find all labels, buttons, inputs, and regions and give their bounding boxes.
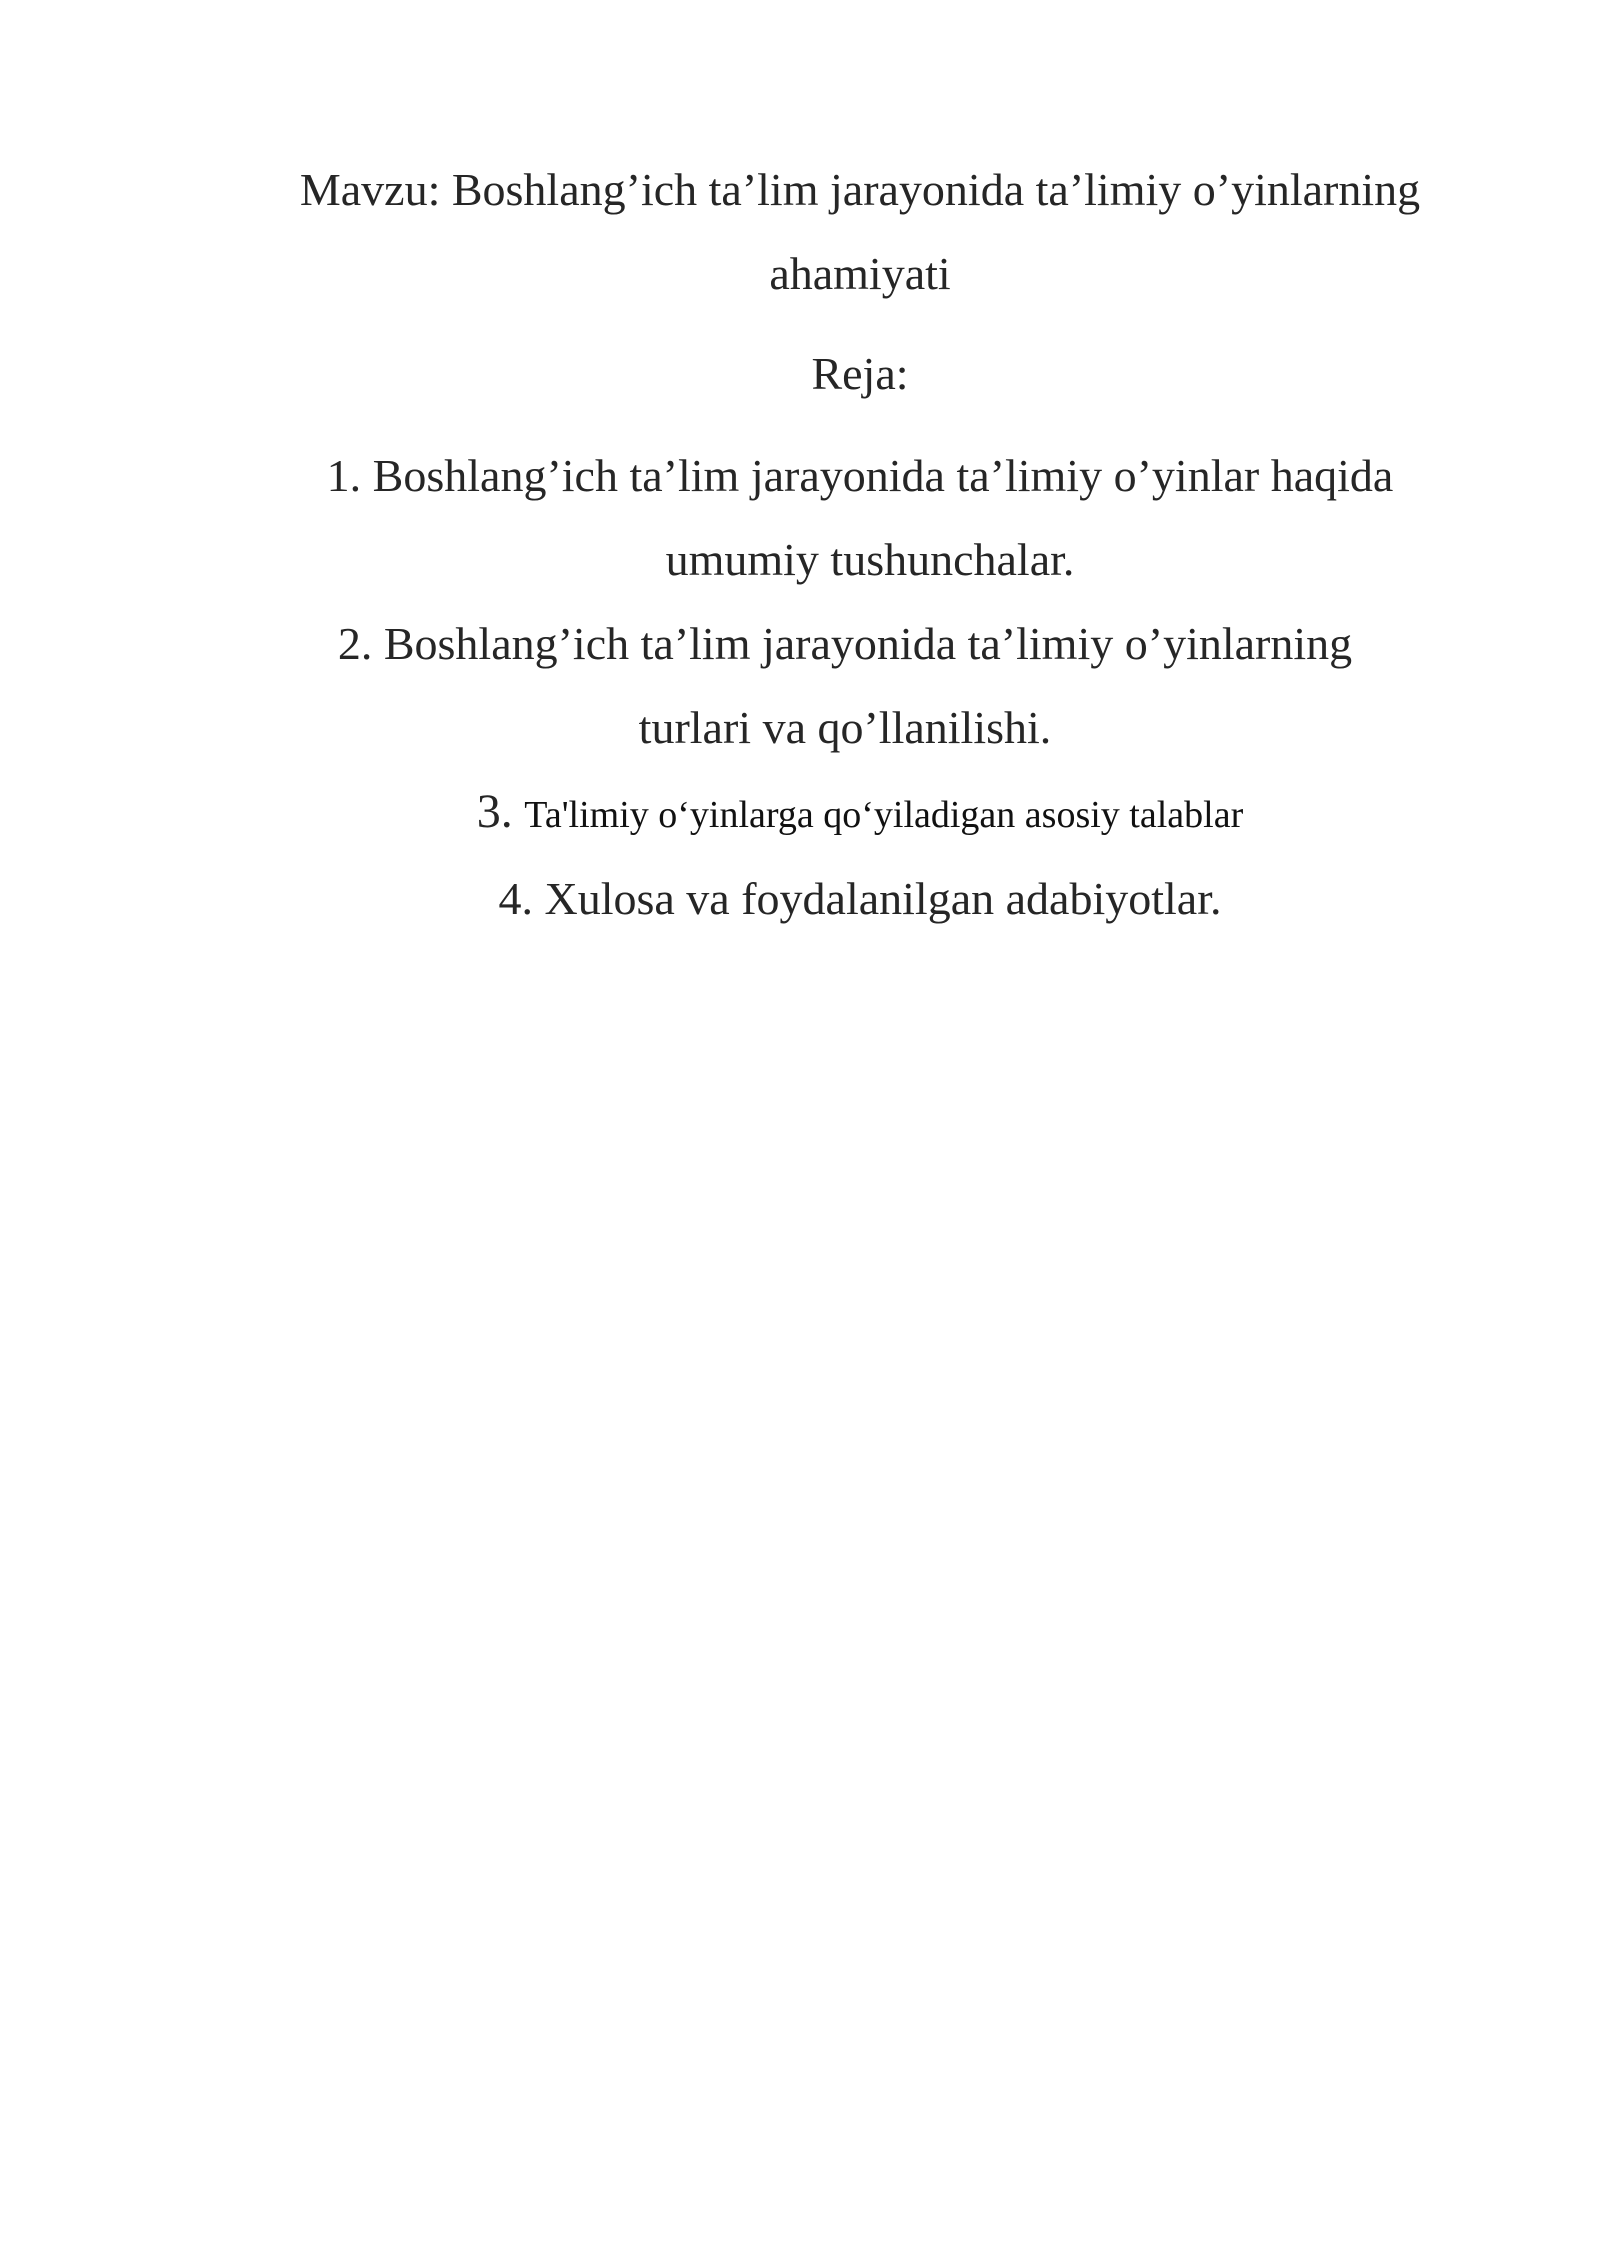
plan-item-text-continued: turlari va qo’llanilishi.: [638, 702, 1052, 753]
plan-item-text: Ta'limiy o‘yinlarga qo‘yiladigan asosiy talablar: [524, 794, 1244, 836]
topic-title-line2: ahamiyati: [769, 248, 951, 299]
plan-item-text: Xulosa va foydalanilgan adabiyotlar.: [544, 873, 1222, 924]
topic-title: [250, 148, 1470, 316]
plan-list: [250, 434, 1470, 941]
plan-item-number: 4.: [498, 873, 533, 924]
plan-item-2: [250, 602, 1470, 770]
topic-title-line1: Mavzu: Boshlang’ich ta’lim jarayonida ta’limiy o’yinlarning: [299, 164, 1421, 215]
plan-item-text: Boshlang’ich ta’lim jarayonida ta’limiy o’yinlarning: [383, 618, 1353, 669]
plan-item-4: [250, 857, 1470, 941]
plan-item-number: 1.: [326, 450, 362, 501]
plan-heading: Reja:: [811, 348, 909, 399]
plan-item-text: Boshlang’ich ta’lim jarayonida ta’limiy o’yinlar haqida: [372, 450, 1394, 501]
plan-item-3: [250, 770, 1470, 857]
plan-item-text-continued: umumiy tushunchalar.: [665, 534, 1075, 585]
plan-item-1: [250, 434, 1470, 602]
plan-item-number: 2.: [337, 618, 373, 669]
plan-item-number: 3.: [476, 785, 513, 838]
